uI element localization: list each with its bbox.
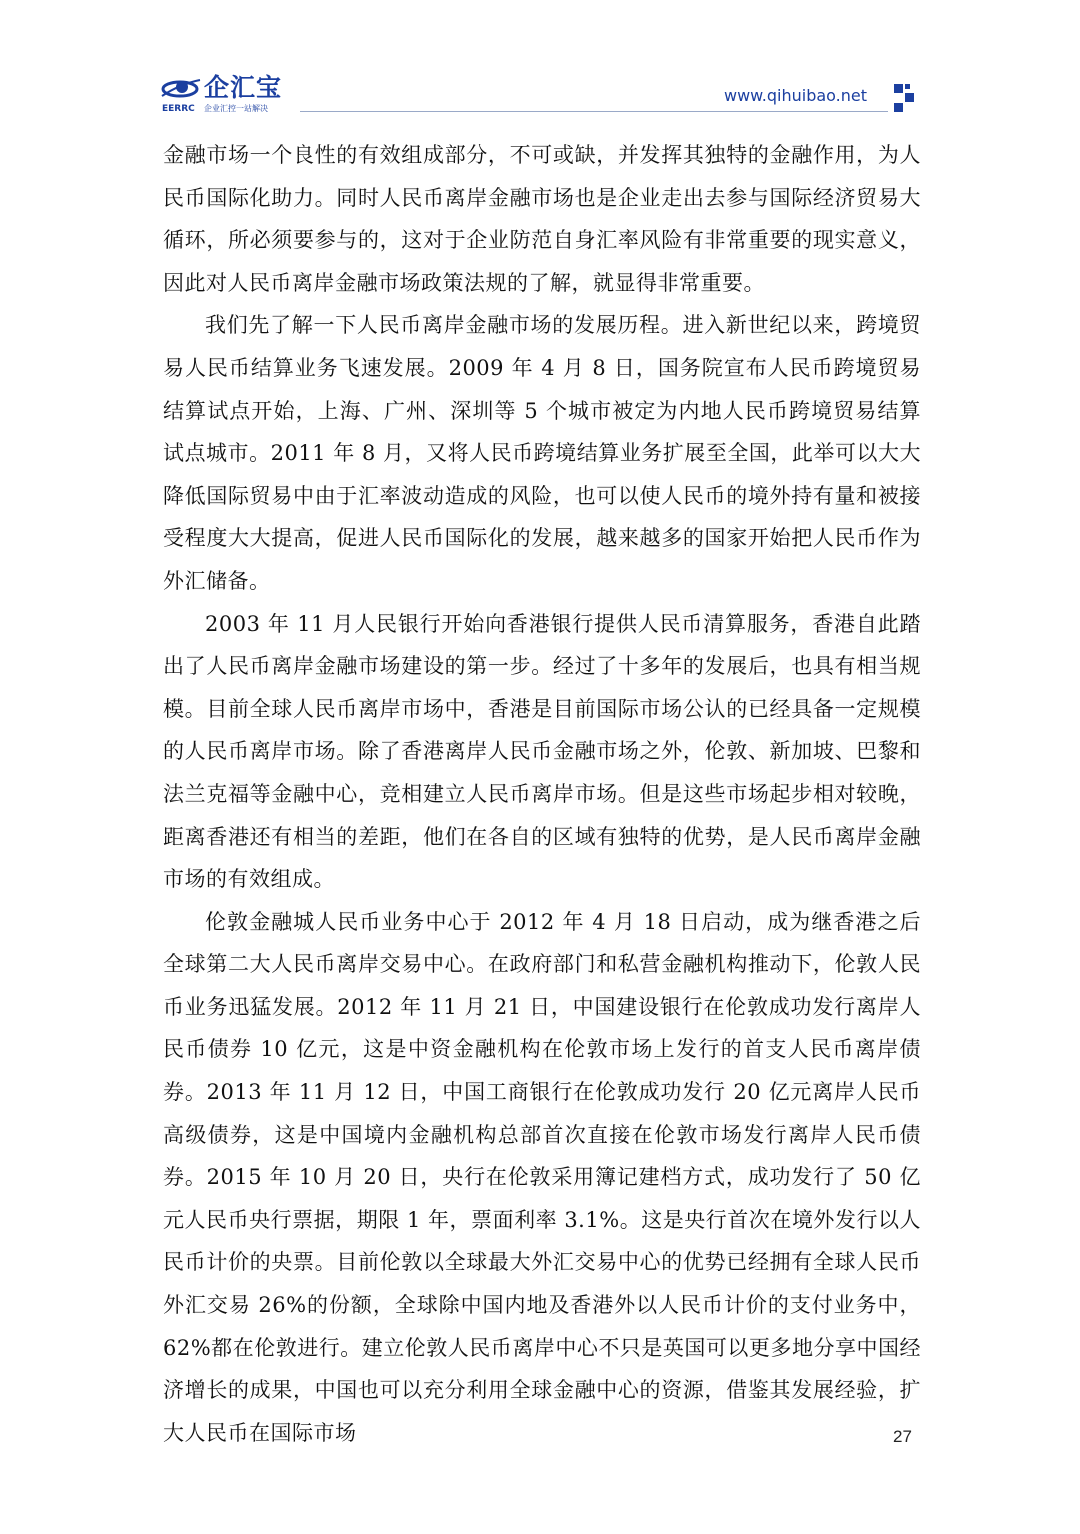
paragraph: 2003 年 11 月人民银行开始向香港银行提供人民币清算服务，香港自此踏出了人民币离岸金融市场建设的第一步。经过了十多年的发展后，也具有相当规模。目前全球人民币离岸市场中，香港是目前国际市场公认的已经具备一定规模的人民币离岸市场。除了香港离岸人民币金融市场之外，伦敦、新加坡、巴黎和法兰克福等金融中心，竞相建立人民币离岸市场。但是这些市场起步相对较晚，距离香港还有相当的差距，他们在各自的区域有独特的优势，是人民币离岸金融市场的有效组成。: [163, 611, 921, 892]
brand-name: 企汇宝: [204, 73, 283, 102]
globe-logo-icon: [160, 74, 202, 104]
company-logo: [160, 72, 300, 118]
website-url[interactable]: www.qihuibao.net: [724, 86, 868, 105]
paragraph: 金融市场一个良性的有效组成部分，不可或缺，并发挥其独特的金融作用，为人民币国际化助力。同时人民币离岸金融市场也是企业走出去参与国际经济贸易大循环，所必须要参与的，这对于企业防范自身汇率风险有非常重要的现实意义，因此对人民币离岸金融市场政策法规的了解，就显得非常重要。: [163, 143, 921, 295]
page-number: 27: [893, 1427, 912, 1446]
squares-mark-icon: [894, 84, 920, 112]
body-text: [163, 134, 921, 1454]
brand-english-name: EERRC: [162, 104, 195, 114]
brand-slogan: 企业汇控一站解决: [204, 104, 268, 113]
header-divider: [300, 111, 888, 112]
page-header: [0, 0, 1080, 120]
paragraph: 伦敦金融城人民币业务中心于 2012 年 4 月 18 日启动，成为继香港之后全球第二大人民币离岸交易中心。在政府部门和私营金融机构推动下，伦敦人民币业务迅猛发展。2012 年 11 月 21 日，中国建设银行在伦敦成功发行离岸人民币债券 10 亿元，这是中资金融机构在伦敦市场上发行的首支人民币离岸债券。2013 年 11 月 12 日，中国工商银行在伦敦成功发行 20 亿元离岸人民币高级债券，这是中国境内金融机构总部首次直接在伦敦市场发行离岸人民币债券。2015 年 10 月 20 日，央行在伦敦采用簿记建档方式，成功发行了 50 亿元人民币央行票据，期限 1 年，票面利率 3.1%。这是央行首次在境外发行以人民币计价的央票。目前伦敦以全球最大外汇交易中心的优势已经拥有全球人民币外汇交易 26%的份额，全球除中国内地及香港外以人民币计价的支付业务中，62%都在伦敦进行。建立伦敦人民币离岸中心不只是英国可以更多地分享中国经济增长的成果，中国也可以充分利用全球金融中心的资源，借鉴其发展经验，扩大人民币在国际市场: [163, 909, 921, 1445]
paragraph: 我们先了解一下人民币离岸金融市场的发展历程。进入新世纪以来，跨境贸易人民币结算业务飞速发展。2009 年 4 月 8 日，国务院宣布人民币跨境贸易结算试点开始，上海、广州、深圳等 5 个城市被定为内地人民币跨境贸易结算试点城市。2011 年 8 月，又将人民币跨境结算业务扩展至全国，此举可以大大降低国际贸易中由于汇率波动造成的风险，也可以使人民币的境外持有量和被接受程度大大提高，促进人民币国际化的发展，越来越多的国家开始把人民币作为外汇储备。: [163, 313, 921, 593]
